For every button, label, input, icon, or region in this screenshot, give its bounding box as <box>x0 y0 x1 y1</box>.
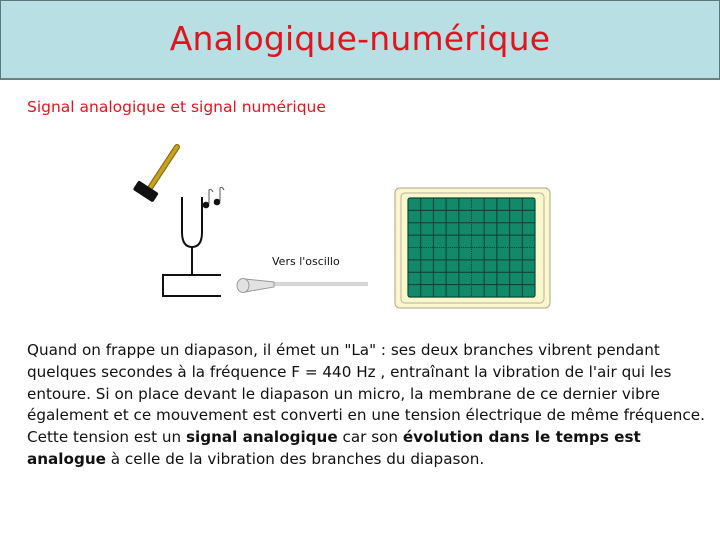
paragraph-1: Quand on frappe un diapason, il émet un "La" : ses deux branches vibrent pendant quelques secondes à la fréquence F = 440 Hz , entraînant la vibration de l'air qui les entoure. Si on place devant le diapason un micro, la membrane de ce dernier vibre également et ce mouvement est converti en une tension électrique de même fréquence. <box>27 341 705 425</box>
paragraph-2-mid: car son <box>337 428 403 447</box>
term-signal-analogique: signal analogique <box>185 428 338 447</box>
diapason-illustration <box>120 135 580 320</box>
title-banner <box>0 0 720 80</box>
paragraph-2-start: Cette tension est un <box>27 428 186 447</box>
paragraph-2-end: à celle de la vibration des branches du diapason. <box>105 449 485 468</box>
tuning-fork-icon <box>163 197 221 296</box>
hammer-icon <box>133 147 177 203</box>
explanation-text <box>27 340 707 471</box>
microphone-icon <box>237 279 368 293</box>
section-subtitle: Signal analogique et signal numérique <box>27 98 326 116</box>
oscillo-label: Vers l'oscillo <box>272 255 340 268</box>
music-notes-icon <box>203 187 224 208</box>
page-title: Analogique-numérique <box>169 19 551 58</box>
oscilloscope-screen-icon <box>395 188 550 308</box>
term-evolution: évolution dans le temps est analogue <box>27 428 641 468</box>
